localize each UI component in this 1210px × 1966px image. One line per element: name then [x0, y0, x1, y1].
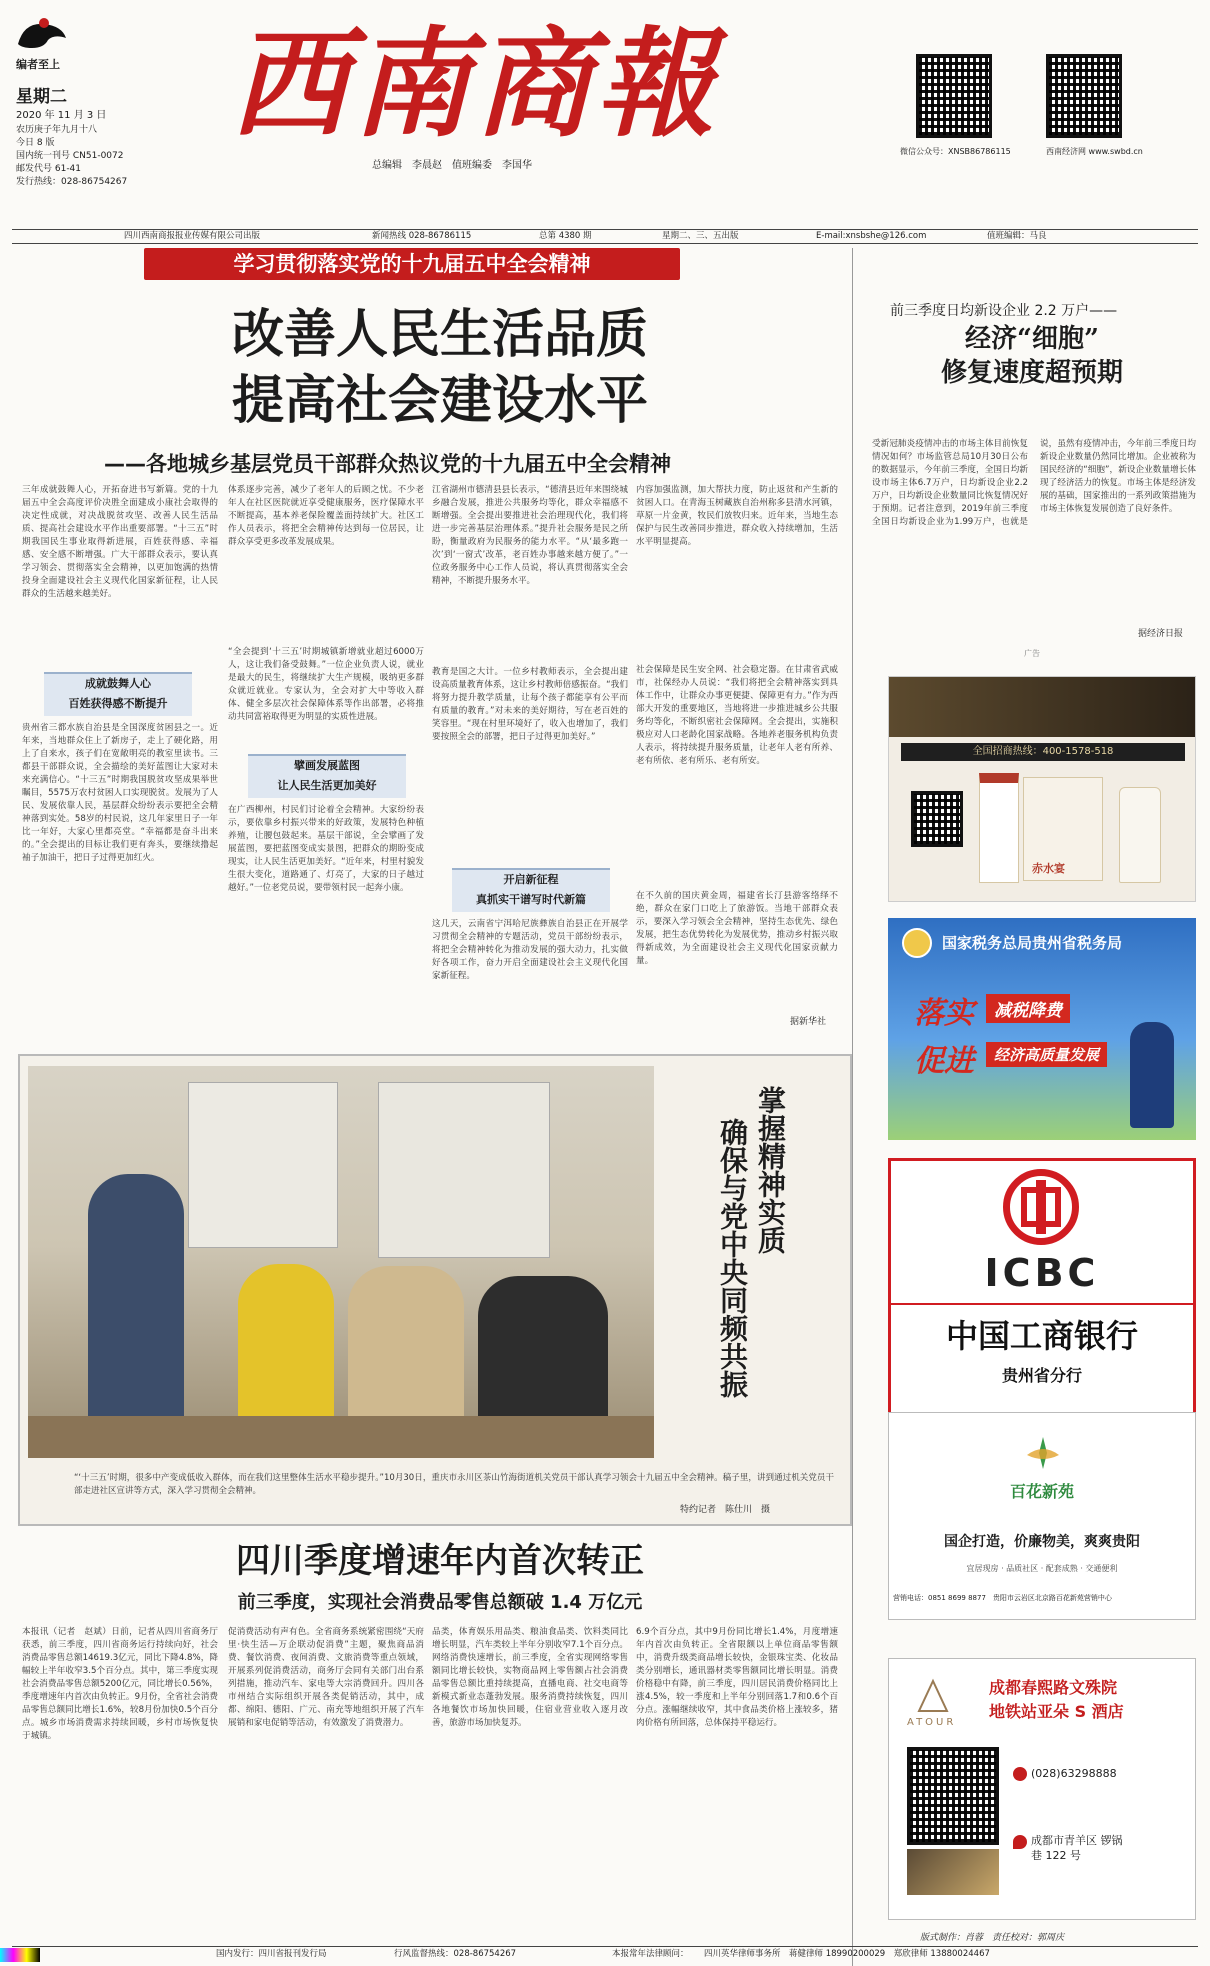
footer-bar [12, 1946, 1198, 1962]
subhead-box-1-subtitle: 百姓获得感不断提升 [68, 697, 168, 710]
photo-caption: “‘十三五’时期，很多中产变成低收入群体，而在我们这里整体生活水平稳步提升。”10月30日，重庆市永川区茶山竹海街道机关党员干部认真学习领会十九届五中全会精神。稿子里，讲到通过机关党员干部走进社区宣讲等方式，深入学习贯彻全会精神。 [74, 1473, 834, 1496]
subhead-box-2-title: 擘画发展蓝图 [294, 759, 360, 772]
icbc-ad [888, 1158, 1196, 1422]
website-qr-code [1046, 54, 1122, 138]
liquor-bottle-icon [1119, 787, 1161, 883]
lead-body-col2c: 在广西柳州，村民们讨论着全会精神。大家纷纷表示，要依靠乡村振兴带来的好政策，发展特色种植养殖，让腰包鼓起来。基层干部说，全会擘画了发展蓝图，要把蓝图变成实景图，把群众的期盼变成现实，让人民生活更加美好。“近年来，村里村貌发生很大变化，道路通了、灯亮了，大家的日子越过越好。”一位老党员说，要带领村民一起奔小康。 [228, 805, 424, 893]
subhead-box-3-subtitle: 真抓实干谱写时代新篇 [476, 893, 586, 906]
wechat-qr-code [916, 54, 992, 138]
tax-emblem-icon [902, 928, 932, 958]
map-poster-left [188, 1082, 338, 1248]
newspaper-logo-icon [14, 14, 70, 54]
subhead-box-3 [452, 868, 610, 912]
subhead-box-2 [248, 754, 406, 798]
article2-headline: 四川季度增速年内首次转正 [236, 1541, 644, 1581]
qr-caption-web: 西南经济网 www.swbd.cn [1046, 147, 1143, 156]
lead-body-col2b: “全会提到‘十三五’时期城镇新增就业超过6000万人，这让我们备受鼓舞。”一位企业负责人说，就业是最大的民生，将继续扩大生产规模，吸纳更多群众就近就业。专家认为，全会对扩大中等收入群体、健全多层次社会保障体系等作出部署，必将推动共同富裕取得更为明显的实质性进展。 [228, 647, 424, 722]
lead-body-col4b: 社会保障是民生安全网、社会稳定器。在甘肃省武威市，社保经办人员说：“我们将把全会精神落实到具体工作中，让群众办事更便捷、保障更有力。”作为西部大开发的重要地区，当地将进一步推进城乡公共服务均等化，不断织密社会保障网。全会提出，实施积极应对人口老龄化国家战略。各地养老服务机构负责人表示，将持续提升服务质量，让老年人老有所养、老有所依、老有所乐、老有所安。 [636, 665, 838, 766]
sidebar-credit: 据经济日报 [1138, 629, 1184, 639]
lead-body-col3b: 教育是国之大计。一位乡村教师表示，全会提出建设高质量教育体系，这让乡村教师倍感振奋。“我们将努力提升教学质量，让每个孩子都能享有公平而有质量的教育。”对未来的美好期待，写在老百姓的笑容里。“现在村里环境好了，收入也增加了，我们要按照全会的部署，把日子过得更加美好。” [432, 667, 628, 742]
newspaper-title: 西南商報 [230, 14, 719, 153]
liquor-bottle-box-icon [979, 773, 1019, 883]
info-bar [12, 229, 1198, 244]
issn: 国内统一刊号 CN51-0072 [16, 151, 124, 161]
footer-hotline: 行风监督热线：028-86754267 [394, 1949, 517, 1959]
liquor-brand: 赤水宴 [1032, 862, 1065, 875]
icbc-branch: 贵州省分行 [1001, 1366, 1082, 1385]
lead-headline-line1: 改善人民生活品质 [231, 304, 648, 365]
liquor-gift-box-icon [1023, 777, 1103, 881]
liquor-ad-topbar [889, 677, 1196, 737]
chief-editor: 总编辑 李晨赵 值班编委 李国华 [372, 160, 532, 171]
icbc-chinese-name: 中国工商银行 [945, 1317, 1138, 1355]
article2-col2: 促消费活动有声有色。全省商务系统紧密围绕“天府里·快生活—万企联动促消费”主题，聚焦商品消费、餐饮消费、夜间消费、文旅消费等重点领域，开展系列促消费活动，商务厅会同有关部门出台系列措施，推动汽车、家电等大宗消费回升。四川各市州结合实际组织开展各类促销活动，其中，成都、绵阳、德阳、广元、南充等地组织开展了汽车展销和家电促销等活动，有效激发了消费潜力。 [228, 1627, 424, 1728]
topic-banner [144, 248, 680, 280]
article2-subhead: 前三季度，实现社会消费品零售总额破 1.4 万亿元 [237, 1592, 643, 1613]
footer-issuer: 国内发行：四川省报刊发行局 [216, 1949, 327, 1959]
proof-line: 版式制作：肖蓉 责任校对：郭周庆 [920, 1933, 1065, 1943]
baihua-slogan: 国企打造，价廉物美，爽爽贵阳 [944, 1534, 1140, 1550]
ad-label: 广告 [1024, 649, 1040, 658]
icbc-english-name: ICBC [984, 1251, 1100, 1295]
phone-icon [1013, 1767, 1027, 1781]
lead-body-col4c: 在不久前的国庆黄金周，福建省长汀县游客络绎不绝，群众在家门口吃上了旅游饭。当地干部群众表示，要深入学习领会全会精神，坚持生态优先、绿色发展，把生态优势转化为发展优势，推动乡村振兴取得新成效，为全面建设社会主义现代化国家贡献力量。 [636, 891, 838, 966]
baihua-real-estate-ad [888, 1412, 1196, 1620]
location-icon [1013, 1835, 1027, 1849]
article2-col3: 品类，体育娱乐用品类、粮油食品类、饮料类同比增长明显，汽车类较上半年分别收窄7.1个百分点。网络消费快速增长，前三季度，全省实现网络零售额同比增长较快，实物商品网上零售额占社会消费品零售总额比重持续提高，直播电商、社交电商等新模式新业态蓬勃发展。服务消费持续恢复，四川各地餐饮市场加快回暖，住宿业营业收入逐月改善，旅游市场加快复苏。 [432, 1627, 628, 1728]
tax-bureau-ad [888, 918, 1196, 1140]
photo-vertical-title-b: 确保与党中央同频共振 [716, 1118, 749, 1398]
liquor-ad [888, 676, 1196, 902]
map-poster-right [378, 1082, 550, 1258]
tax-line1-lead: 落实 [914, 996, 974, 1031]
tax-ad-header: 国家税务总局贵州省税务局 [942, 934, 1123, 952]
lead-body-col4: 内容加强监测，加大帮扶力度，防止返贫和产生新的贫困人口。在青海玉树藏族自治州称多县清水河镇，草原一片金黄，牧民们放牧归来。近年来，当地生态保护与民生改善同步推进，群众收入持续增加，生活水平明显提高。 [636, 485, 838, 547]
hotel-qr-code [907, 1747, 999, 1845]
distribution-hotline: 发行热线：028-86754267 [16, 177, 128, 187]
color-registration-bar [0, 1948, 40, 1962]
date: 2020 年 11 月 3 日 [16, 110, 107, 121]
atour-hotel-ad [888, 1658, 1196, 1920]
weekday: 星期二 [16, 87, 67, 107]
lead-body-col3: 江省湖州市德清县县长表示，“德清县近年来围绕城乡融合发展，推进公共服务均等化，群众幸福感不断增强。全会提出要推进社会治理现代化，我们将进一步完善基层治理体系。”提升社会服务是民之所盼，衡量政府为民服务的能力水平。“从‘最多跑一次’到‘一窗式’改革，老百姓办事越来越方便了。”一位政务服务中心工作人员说，将认真贯彻落实全会精神，不断提升服务水平。 [432, 485, 628, 586]
article2-col1: 本报讯（记者 赵斌）日前，记者从四川省商务厅获悉，前三季度，四川省商务运行持续向好，社会消费品零售总额14619.3亿元，同比下降4.8%，降幅较上半年收窄3.5个百分点。其中，第三季度实现社会消费品零售总额5200亿元，同比增长0.56%，季度增速年内首次由负转正。9月份，全省社会消费品零售总额同比增长1.6%，较8月份加快0.5个百分点。城乡市场消费需求持续回暖，乡村市场恢复快于城镇。 [22, 1627, 218, 1741]
page-count: 今日 8 版 [16, 138, 55, 148]
lead-headline-line2: 提高社会建设水平 [231, 370, 648, 431]
hotel-address: 成都市青羊区 锣锅巷 122 号 [1031, 1834, 1123, 1862]
postal-code: 邮发代号 61-41 [16, 164, 82, 174]
baihua-phone: 营销电话：0851 8699 8877 贵阳市云岩区北京路百花新苑营销中心 [893, 1594, 1112, 1602]
publishing-days: 星期二、三、五出版 [662, 231, 739, 241]
liquor-hotline: 全国招商热线：400-1578-518 [901, 743, 1185, 761]
liquor-qr-code [911, 791, 963, 847]
footer-law-firm: 四川英华律师事务所 蒋健律师 18990200029 郑欣律师 13880024467 [704, 1949, 990, 1959]
atour-brand: ATOUR [907, 1717, 957, 1728]
lead-body-col1: 三年成就鼓舞人心，开拓奋进书写新篇。党的十九届五中全会高度评价决胜全面建成小康社会取得的决定性成就，对决战脱贫攻坚、改善人民生活品质、提高社会建设水平作出重要部署。“十三五”时期我国民生事业取得新进展，百姓获得感、幸福感、安全感不断增强。广大干部群众表示，要认真学习领会、贯彻落实全会精神，以更加饱满的热情投身全面建设社会主义现代化国家新征程，让人民群众的生活越来越美好。 [22, 485, 218, 599]
footer-law: 本报常年法律顾问： [612, 1949, 689, 1959]
subhead-box-3-title: 开启新征程 [503, 873, 559, 886]
baihua-tags: 宜居现房 · 品质社区 · 配套成熟 · 交通便利 [966, 1564, 1118, 1573]
subhead-box-1 [44, 672, 192, 716]
tax-line2-text: 经济高质量发展 [986, 1042, 1107, 1067]
baihua-logo-icon [1023, 1433, 1063, 1473]
news-hotline: 新闻热线 028-86786115 [372, 231, 472, 241]
photo-vertical-title-a: 掌握精神实质 [754, 1086, 787, 1254]
subhead-box-2-subtitle: 让人民生活更加美好 [277, 779, 377, 792]
column-rule [852, 248, 853, 1966]
email: E-mail:xnsbshe@126.com [816, 231, 927, 241]
hotel-name-line1: 成都春熙路文殊院 [989, 1678, 1118, 1697]
sidebar-kicker: 前三季度日均新设企业 2.2 万户—— [890, 303, 1118, 319]
publisher: 四川西南商报报业传媒有限公司出版 [124, 231, 261, 241]
tax-line1-text: 减税降费 [986, 994, 1070, 1023]
photo-credit: 特约记者 陈仕川 摄 [680, 1505, 771, 1515]
person-left [88, 1174, 184, 1454]
lead-body-col1b: 贵州省三都水族自治县是全国深度贫困县之一。近年来，当地群众住上了新房子，走上了硬化路，用上了自来水，孩子们在宽敞明亮的教室里读书。三都县干部群众说，全会描绘的美好蓝图让大家对未来充满信心。“十三五”时期我国脱贫攻坚成果举世瞩目，5575万农村贫困人口实现脱贫。发展为了人民、发展依靠人民，基层群众纷纷表示要把全会精神落到实处。58岁的村民说，这几年家里日子一年比一年好，大家心里都亮堂。“幸福都是奋斗出来的。”全会提出的目标让我们更有奔头，要继续撸起袖子加油干，把日子过得更加红火。 [22, 723, 218, 863]
sidebar-headline-line2: 修复速度超预期 [940, 358, 1123, 388]
masthead [0, 0, 1210, 228]
tax-line2-lead: 促进 [914, 1044, 974, 1079]
topic-banner-text: 学习贯彻落实党的十九届五中全会精神 [233, 252, 591, 276]
meeting-photo [28, 1066, 654, 1458]
tax-mascot-icon [1130, 1022, 1174, 1128]
duty-editor: 值班编辑：马良 [987, 231, 1047, 241]
lead-subhead: ——各地城乡基层党员干部群众热议党的十九届五中全会精神 [104, 452, 671, 476]
lead-credit: 据新华社 [790, 1017, 827, 1027]
lead-body-col2: 体系逐步完善，减少了老年人的后顾之忧。不少老年人在社区医院就近享受健康服务，医疗保障水平不断提高，基本养老保险覆盖面持续扩大。社区工作人员表示，将把全会精神传达到每一位居民，让群众享受更多改革发展成果。 [228, 485, 424, 547]
sidebar-headline-line1: 经济“细胞” [965, 324, 1099, 354]
atour-logo-icon [907, 1677, 959, 1721]
icbc-logo-icon [1003, 1169, 1079, 1245]
slogan: 编者至上 [16, 58, 60, 71]
icbc-divider [891, 1303, 1193, 1305]
lunar-date: 农历庚子年九月十八 [16, 125, 98, 135]
issue-number: 总第 4380 期 [539, 231, 592, 241]
article2-col4: 6.9个百分点，其中9月份同比增长1.4%，月度增速年内首次由负转正。全省限额以上单位商品零售额中，消费升级类商品增长较快，金银珠宝类、化妆品类分别增长，通讯器材类零售额同比增长明显。消费价格稳中有降，前三季度，四川居民消费价格同比上涨4.5%，较一季度和上半年分别回落1.7和0.6个百分点。涨幅继续收窄，其中食品类价格上涨较多，猪肉价格有所回落，总体保持平稳运行。 [636, 1627, 838, 1728]
subhead-box-1-title: 成就鼓舞人心 [85, 677, 151, 690]
hotel-phone: (028)63298888 [1031, 1767, 1117, 1780]
sidebar-body: 受新冠肺炎疫情冲击的市场主体目前恢复情况如何？市场监管总局10月30日公布的数据显示，今年前三季度，全国日均新设市场主体6.7万户，日均新设企业2.2万户，日均新设企业数量同比恢复情况好于预期。记者注意到，2019年前三季度全国日均新设企业为1.99万户，也就是说，虽然有疫情冲击，今年前三季度日均新设企业数量仍然同比增加。企业被称为国民经济的“细胞”，新设企业数量增长体现了经济活力的恢复。市场主体是经济发展的基础，国家推出的一系列政策措施为市场主体恢复发展创造了良好条件。 [872, 439, 1196, 527]
baihua-name: 百花新苑 [1009, 1482, 1074, 1501]
hotel-name-line2: 地铁站亚朵 S 酒店 [989, 1702, 1124, 1721]
table [28, 1416, 654, 1458]
qr-caption-wechat: 微信公众号：XNSB86786115 [900, 147, 1011, 156]
lead-body-col3c: 这几天，云南省宁洱哈尼族彝族自治县正在开展学习贯彻全会精神的专题活动，党员干部纷纷表示，将把全会精神转化为推动发展的强大动力，扎实做好各项工作，奋力开启全面建设社会主义现代化国家新征程。 [432, 919, 628, 981]
hotel-lobby-photo [907, 1849, 999, 1895]
